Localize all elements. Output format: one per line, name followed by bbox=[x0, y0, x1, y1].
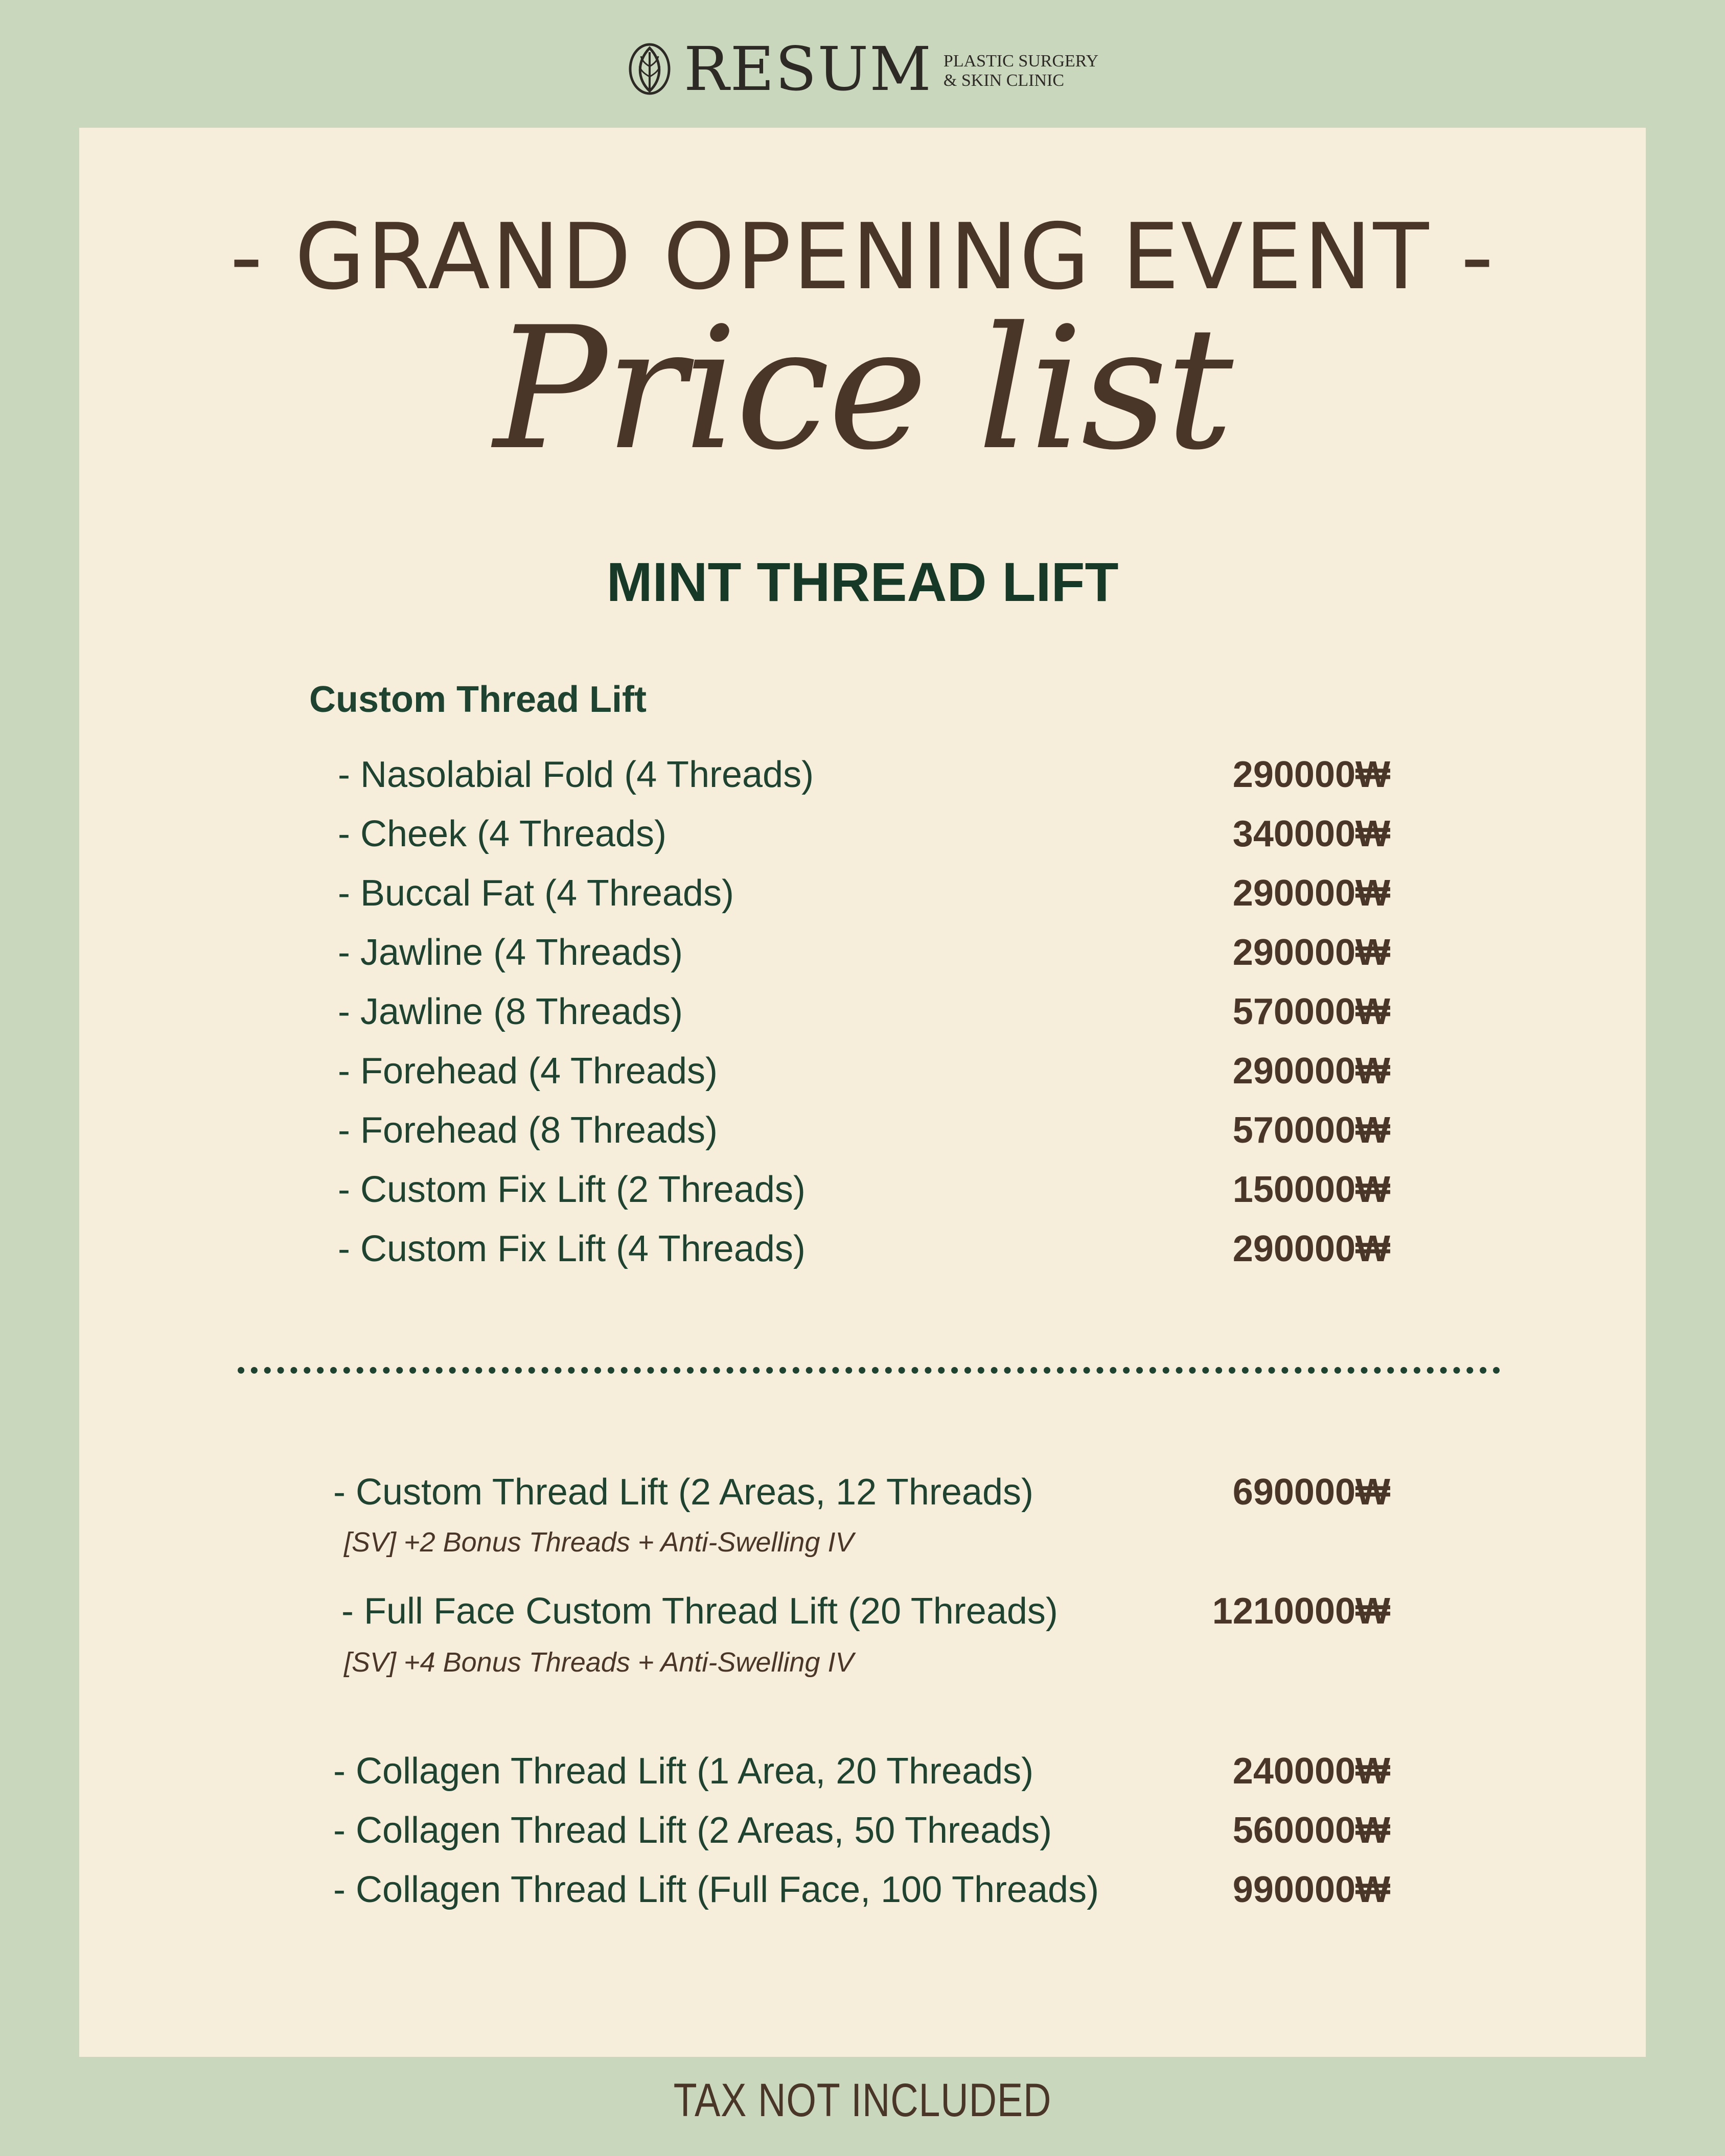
item-label: - Forehead (4 Threads) bbox=[338, 1051, 718, 1092]
item-label: - Forehead (8 Threads) bbox=[338, 1110, 718, 1151]
item-price: 570000₩ bbox=[1232, 991, 1390, 1032]
item-price: 290000₩ bbox=[1232, 932, 1390, 973]
dotted-divider bbox=[238, 1367, 1500, 1374]
item-price: 290000₩ bbox=[1232, 754, 1390, 795]
price-row bbox=[79, 749, 1646, 800]
package-price: 690000₩ bbox=[1232, 1472, 1390, 1513]
collagen-price: 560000₩ bbox=[1232, 1810, 1390, 1851]
item-price: 150000₩ bbox=[1232, 1169, 1390, 1210]
brand-subtitle-line2: & SKIN CLINIC bbox=[943, 71, 1065, 90]
collagen-row bbox=[79, 1864, 1646, 1915]
collagen-label: - Collagen Thread Lift (2 Areas, 50 Threads) bbox=[333, 1810, 1052, 1851]
collagen-price: 240000₩ bbox=[1232, 1751, 1390, 1792]
package-row bbox=[87, 1586, 1654, 1637]
price-row bbox=[79, 1223, 1646, 1274]
price-row bbox=[79, 808, 1646, 860]
item-price: 290000₩ bbox=[1232, 1051, 1390, 1092]
collagen-label: - Collagen Thread Lift (Full Face, 100 Threads) bbox=[333, 1869, 1099, 1910]
price-card bbox=[79, 128, 1646, 2057]
package-row bbox=[79, 1467, 1646, 1518]
item-price: 570000₩ bbox=[1232, 1110, 1390, 1151]
item-label: - Cheek (4 Threads) bbox=[338, 814, 666, 854]
item-label: - Buccal Fat (4 Threads) bbox=[338, 873, 734, 914]
package-label: - Custom Thread Lift (2 Areas, 12 Threads) bbox=[333, 1472, 1033, 1513]
collagen-price: 990000₩ bbox=[1232, 1869, 1390, 1910]
section-heading: Custom Thread Lift bbox=[309, 679, 647, 720]
package-label: - Full Face Custom Thread Lift (20 Threads) bbox=[341, 1591, 1058, 1632]
price-row bbox=[79, 1164, 1646, 1215]
package-note: [SV] +4 Bonus Threads + Anti-Swelling IV bbox=[344, 1647, 854, 1678]
tax-notice: TAX NOT INCLUDED bbox=[673, 2074, 1052, 2126]
collagen-label: - Collagen Thread Lift (1 Area, 20 Threads) bbox=[333, 1751, 1034, 1792]
price-row bbox=[79, 1105, 1646, 1156]
brand-subtitle bbox=[944, 48, 1098, 90]
item-label: - Jawline (4 Threads) bbox=[338, 932, 683, 973]
item-label: - Jawline (8 Threads) bbox=[338, 991, 683, 1032]
collagen-row bbox=[79, 1805, 1646, 1856]
collagen-row bbox=[79, 1746, 1646, 1797]
category-title: MINT THREAD LIFT bbox=[606, 551, 1119, 613]
item-label: - Custom Fix Lift (4 Threads) bbox=[338, 1228, 806, 1269]
price-row bbox=[79, 868, 1646, 919]
item-label: - Custom Fix Lift (2 Threads) bbox=[338, 1169, 806, 1210]
price-row bbox=[79, 1046, 1646, 1097]
package-note: [SV] +2 Bonus Threads + Anti-Swelling IV bbox=[344, 1527, 854, 1558]
package-price: 1210000₩ bbox=[1212, 1591, 1390, 1632]
brand-subtitle-line1: PLASTIC SURGERY bbox=[943, 51, 1099, 71]
leaf-emblem-icon bbox=[627, 41, 673, 97]
item-price: 290000₩ bbox=[1232, 873, 1390, 914]
price-row bbox=[79, 927, 1646, 978]
item-price: 290000₩ bbox=[1232, 1228, 1390, 1269]
brand-name: RESUM bbox=[683, 34, 932, 104]
clinic-logo bbox=[0, 36, 1725, 102]
price-row bbox=[79, 986, 1646, 1037]
price-list-title: Price list bbox=[493, 291, 1232, 487]
item-price: 340000₩ bbox=[1232, 814, 1390, 854]
event-title: - GRAND OPENING EVENT - bbox=[229, 204, 1496, 310]
item-label: - Nasolabial Fold (4 Threads) bbox=[338, 754, 814, 795]
